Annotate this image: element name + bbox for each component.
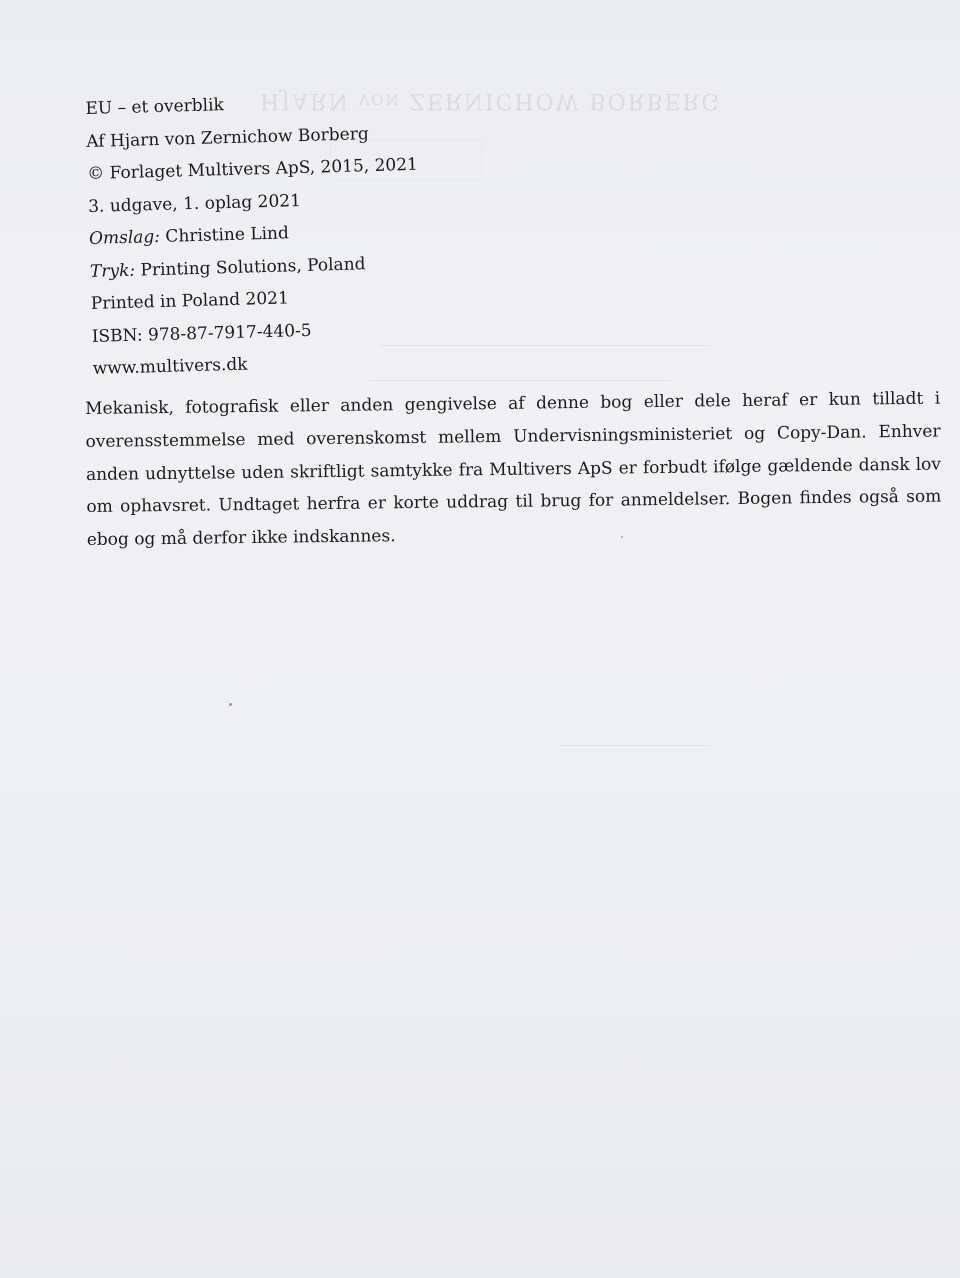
paper-speck	[621, 536, 623, 538]
isbn-line: ISBN: 978-87-7917-440-5	[91, 320, 312, 347]
copyright-notice	[85, 383, 942, 557]
book-title: EU – et overblik	[85, 95, 225, 119]
bleed-through-author: HJARN von ZERNICHOW BORBERG	[260, 88, 721, 113]
edition-line: 3. udgave, 1. oplag 2021	[87, 190, 302, 217]
cover-value: Christine Lind	[165, 223, 290, 247]
website-line: www.multivers.dk	[92, 354, 248, 379]
cover-label: Omslag:	[88, 226, 161, 249]
print-label: Tryk:	[89, 260, 136, 282]
copyright-line: © Forlaget Multivers ApS, 2015, 2021	[86, 154, 419, 184]
book-author: Af Hjarn von Zernichow Borberg	[86, 123, 369, 152]
bleed-through-line	[560, 745, 710, 746]
notice-paragraph: Mekanisk, fotografisk eller anden gengivelse af denne bog eller dele heraf er kun tilladt i overensstemmelse med overenskomst mellem Undervisningsministeriet og Copy-Dan. Enhver anden udnyttelse uden skriftligt samtykke fra Multivers ApS er forbudt ifølge gældende dansk lov om ophavsret. Undtaget herfra er korte uddrag til brug for anmeldelser. Bogen findes også som ebog og må derfor ikke indskannes.	[85, 388, 942, 551]
colophon	[85, 81, 513, 385]
bleed-through-line	[370, 380, 670, 381]
print-value: Printing Solutions, Poland	[140, 253, 366, 281]
paper-speck	[229, 703, 232, 706]
printed-in-line: Printed in Poland 2021	[90, 288, 290, 314]
